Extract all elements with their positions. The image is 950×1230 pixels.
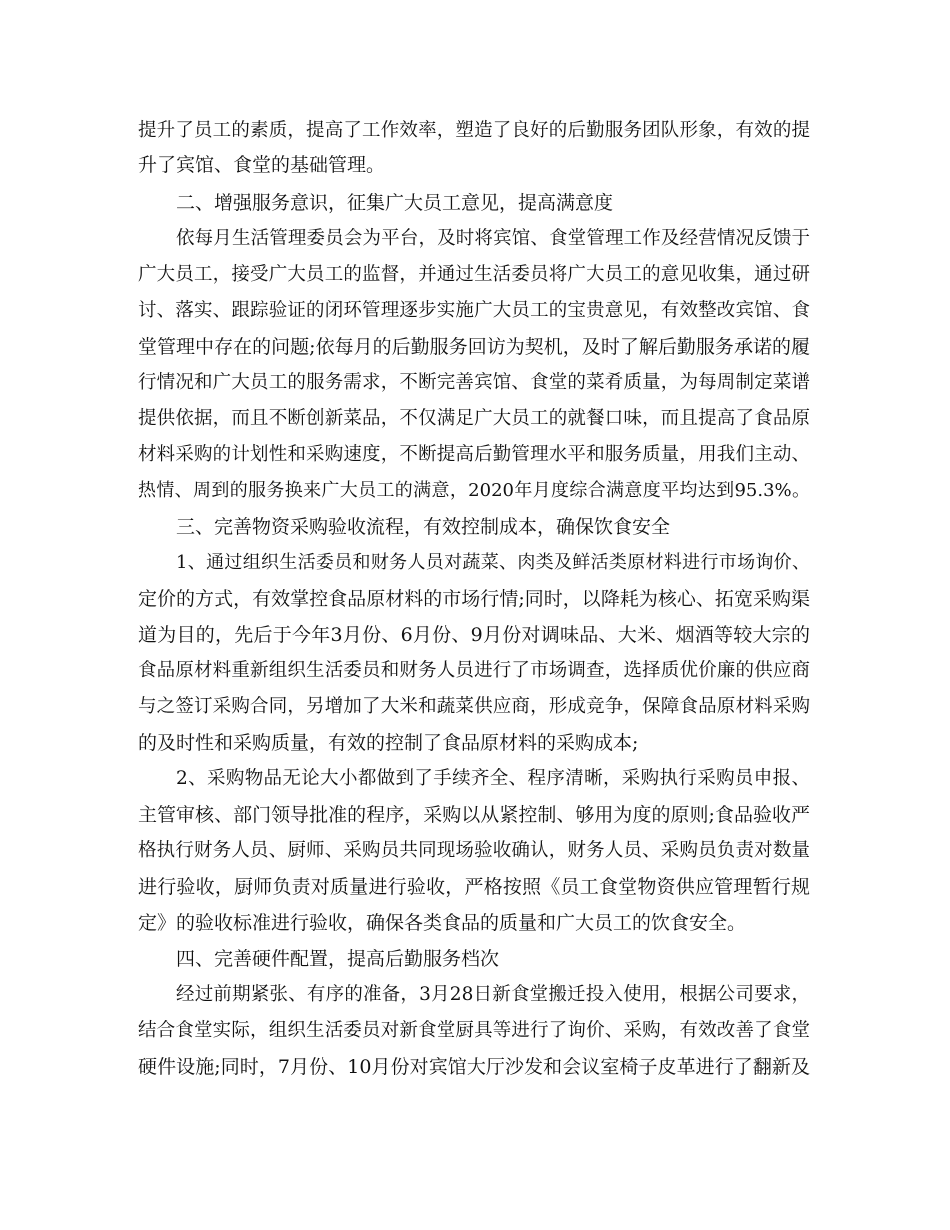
line-text: 定》的验收标准进行验收，确保各类食品的质量和广大员工的饮食安全。 (138, 912, 747, 934)
line-text: 进行验收，厨师负责对质量进行验收，严格按照《员工食堂物资供应管理暂行规 (138, 876, 810, 898)
text-line (0, 691, 950, 723)
text-line (0, 295, 950, 327)
line-text: 2、采购物品无论大小都做到了手续齐全、程序清晰，采购执行采购员申报、 (176, 768, 810, 789)
text-line (0, 149, 950, 181)
text-line (0, 223, 950, 255)
line-text: 经过前期紧张、有序的准备，3月28日新食堂搬迁投入使用，根据公司要求， (176, 984, 810, 1005)
text-line (0, 367, 950, 399)
text-line (0, 835, 950, 867)
text-line (0, 475, 950, 507)
text-line (0, 1015, 950, 1047)
line-text: 定价的方式，有效掌控食品原材料的市场行情;同时，以降耗为核心、拓宽采购渠 (138, 588, 810, 610)
text-line (0, 259, 950, 291)
line-text: 与之签订采购合同，另增加了大米和蔬菜供应商，形成竞争，保障食品原材料采购 (138, 696, 810, 717)
line-text: 材料采购的计划性和采购速度，不断提高后勤管理水平和服务质量，用我们主动、 (138, 444, 810, 465)
text-line (0, 763, 950, 795)
text-line (0, 979, 950, 1011)
text-line (0, 331, 950, 363)
section-heading (0, 943, 950, 975)
text-line (0, 1051, 950, 1083)
line-text: 升了宾馆、食堂的基础管理。 (138, 154, 386, 176)
line-text: 1、通过组织生活委员和财务人员对蔬菜、肉类及鲜活类原材料进行市场询价、 (176, 552, 810, 573)
text-line (0, 439, 950, 471)
line-text: 依每月生活管理委员会为平台，及时将宾馆、食堂管理工作及经营情况反馈于 (176, 228, 810, 249)
line-text: 的及时性和采购质量，有效的控制了食品原材料的采购成本; (138, 732, 639, 754)
line-text: 广大员工，接受广大员工的监督，并通过生活委员将广大员工的意见收集，通过研 (138, 264, 810, 285)
text-line (0, 547, 950, 579)
text-line (0, 727, 950, 759)
line-text: 提供依据，而且不断创新菜品，不仅满足广大员工的就餐口味，而且提高了食品原 (138, 408, 810, 429)
line-text: 结合食堂实际，组织生活委员对新食堂厨具等进行了询价、采购，有效改善了食堂 (138, 1020, 810, 1041)
line-text: 硬件设施;同时，7月份、10月份对宾馆大厅沙发和会议室椅子皮革进行了翻新及 (138, 1056, 810, 1078)
text-line (0, 619, 950, 651)
text-line (0, 655, 950, 687)
line-text: 提升了员工的素质，提高了工作效率，塑造了良好的后勤服务团队形象，有效的提 (138, 120, 810, 141)
line-text: 堂管理中存在的问题;依每月的后勤服务回访为契机，及时了解后勤服务承诺的履 (138, 336, 810, 358)
line-text: 讨、落实、跟踪验证的闭环管理逐步实施广大员工的宝贵意见，有效整改宾馆、食 (138, 300, 810, 321)
text-line (0, 907, 950, 939)
line-text: 道为目的，先后于今年3月份、6月份、9月份对调味品、大米、烟酒等较大宗的 (138, 624, 810, 646)
heading-text: 四、完善硬件配置，提高后勤服务档次 (176, 948, 500, 970)
line-text: 行情况和广大员工的服务需求，不断完善宾馆、食堂的菜肴质量，为每周制定菜谱 (138, 372, 810, 393)
text-line (0, 583, 950, 615)
heading-text: 二、增强服务意识，征集广大员工意见，提高满意度 (176, 192, 614, 214)
heading-text: 三、完善物资采购验收流程，有效控制成本，确保饮食安全 (176, 516, 671, 538)
section-heading (0, 187, 950, 219)
line-text: 热情、周到的服务换来广大员工的满意，2020年月度综合满意度平均达到95.3%。 (138, 480, 810, 501)
line-text: 食品原材料重新组织生活委员和财务人员进行了市场调查，选择质优价廉的供应商 (138, 660, 810, 681)
text-line (0, 871, 950, 903)
line-text: 格执行财务人员、厨师、采购员共同现场验收确认，财务人员、采购员负责对数量 (138, 840, 810, 861)
line-text: 主管审核、部门领导批准的程序，采购以从紧控制、够用为度的原则;食品验收严 (138, 804, 810, 826)
text-line (0, 799, 950, 831)
text-line (0, 115, 950, 147)
section-heading (0, 511, 950, 543)
text-line (0, 403, 950, 435)
